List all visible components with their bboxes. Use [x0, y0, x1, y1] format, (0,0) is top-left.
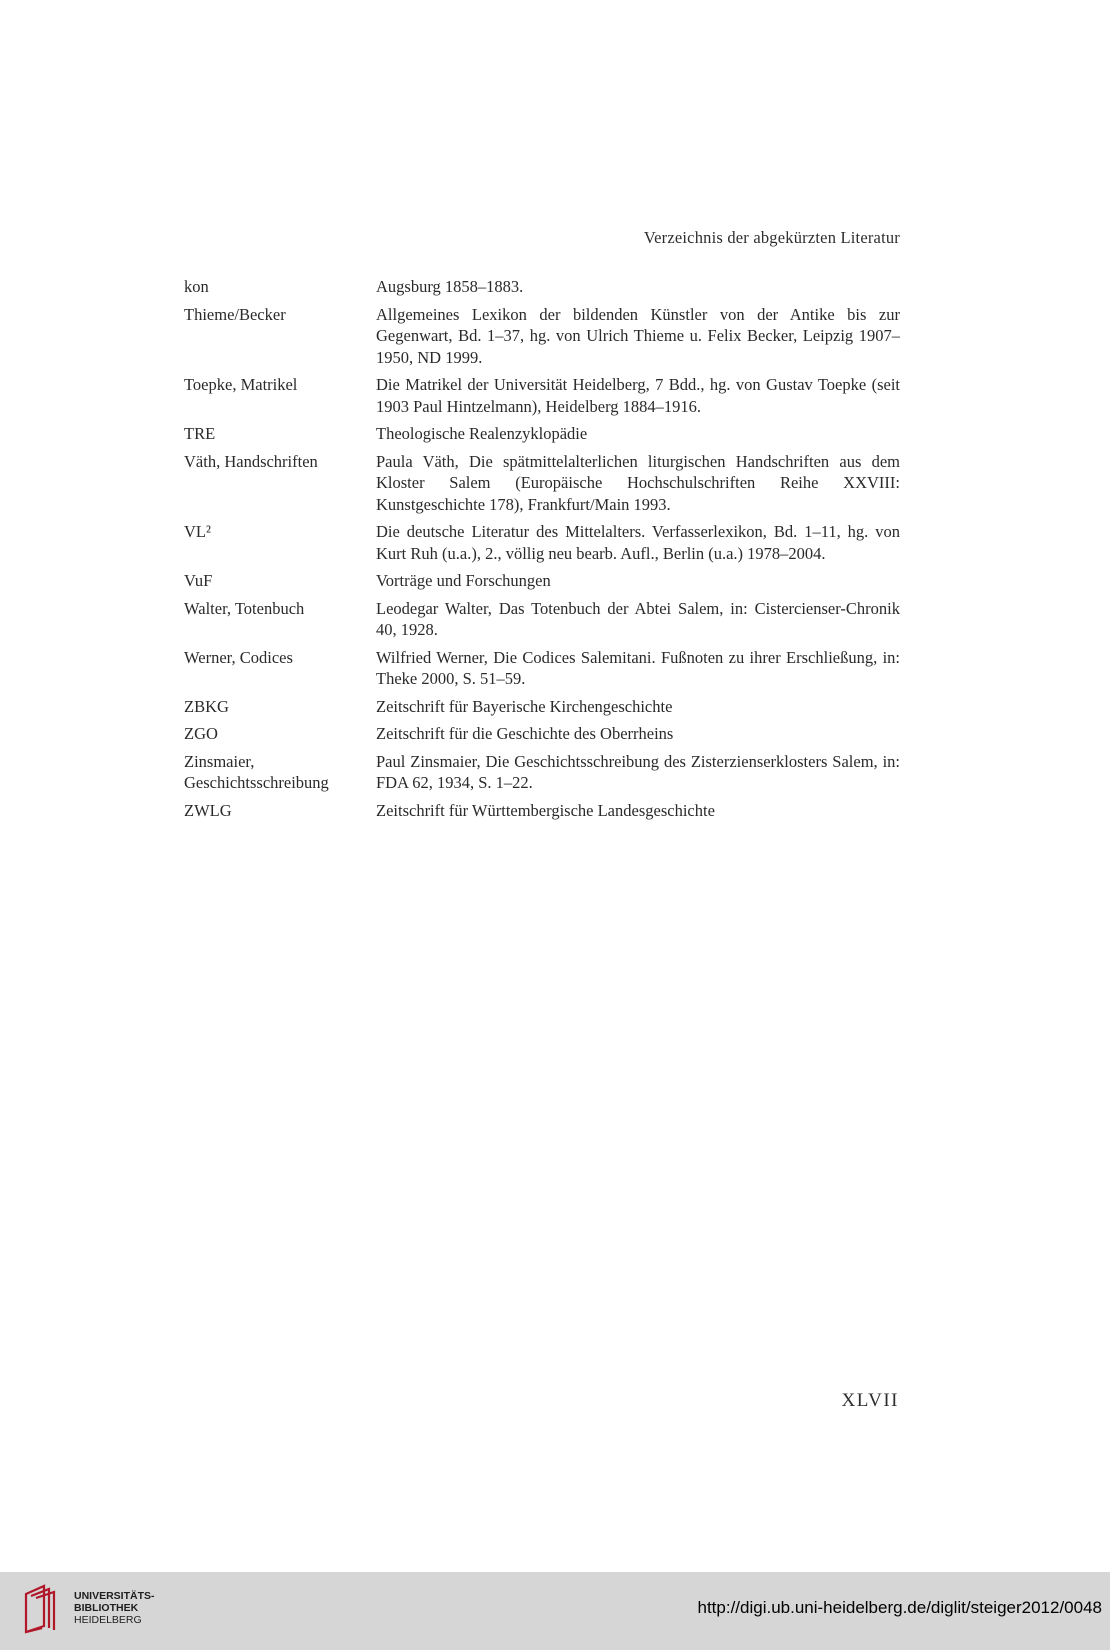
list-item	[184, 423, 900, 445]
entry-abbreviation: kon	[184, 277, 209, 296]
entry-abbreviation: VuF	[184, 571, 213, 590]
logo-line-1: UNIVERSITÄTS-	[74, 1590, 155, 1602]
entry-abbreviation: VL²	[184, 522, 211, 541]
entry-reference: Vorträge und Forschungen	[376, 571, 551, 590]
list-item	[184, 570, 900, 592]
entry-reference: Zeitschrift für die Geschichte des Oberrheins	[376, 724, 674, 743]
entry-abbreviation: Thieme/Becker	[184, 304, 286, 324]
entry-abbreviation: Väth, Handschriften	[184, 451, 318, 471]
list-item	[184, 598, 900, 641]
entry-reference: Zeitschrift für Bayerische Kirchengeschichte	[376, 696, 673, 716]
list-item	[184, 751, 900, 794]
entry-reference: Allgemeines Lexikon der bildenden Künstler von der Antike bis zur Gegenwart, Bd. 1–37, hg. von Ulrich Thieme u. Felix Becker, Leipzig 1907–1950, ND 1999.	[376, 304, 900, 367]
permalink-url[interactable]: http://digi.ub.uni-heidelberg.de/diglit/steiger2012/0048	[697, 1598, 1102, 1617]
entry-abbreviation: ZWLG	[184, 800, 232, 820]
entry-reference: Augsburg 1858–1883.	[376, 277, 524, 296]
entry-abbreviation: Werner, Codices	[184, 647, 293, 667]
entry-abbreviation: Toepke, Matrikel	[184, 375, 298, 394]
entry-abbreviation: TRE	[184, 424, 216, 443]
entry-reference: Theologische Realenzyklopädie	[376, 424, 588, 443]
list-item	[184, 304, 900, 369]
abbreviation-list	[184, 276, 900, 827]
list-item	[184, 374, 900, 417]
running-title: Verzeichnis der abgekürzten Literatur	[643, 228, 900, 247]
logo-line-2: BIBLIOTHEK	[74, 1602, 139, 1614]
entry-abbreviation: Zinsmaier, Geschichtsschreibung	[184, 751, 329, 792]
entry-reference: Paul Zinsmaier, Die Geschichtsschreibung des Zisterzienserklosters Salem, in: FDA 62, 1934, S. 1–22.	[376, 751, 900, 792]
entry-reference: Wilfried Werner, Die Codices Salemitani. Fußnoten zu ihrer Erschließung, in: Theke 2000, S. 51–59.	[376, 647, 900, 688]
library-logo[interactable]	[22, 1582, 155, 1634]
list-item	[184, 800, 900, 822]
entry-abbreviation: ZGO	[184, 724, 218, 743]
logo-line-3: HEIDELBERG	[74, 1614, 142, 1626]
list-item	[184, 647, 900, 690]
list-item	[184, 276, 900, 298]
entry-reference: Zeitschrift für Württembergische Landesgeschichte	[376, 800, 715, 820]
library-logo-icon	[22, 1582, 62, 1634]
entry-abbreviation: ZBKG	[184, 696, 229, 716]
list-item	[184, 451, 900, 516]
list-item	[184, 696, 900, 718]
entry-reference: Paula Väth, Die spätmittelalterlichen liturgischen Handschriften aus dem Kloster Salem (Europäische Hochschulschriften Reihe XXVIII: Kunstgeschichte 178), Frankfurt/Main 1993.	[376, 451, 900, 514]
entry-reference: Leodegar Walter, Das Totenbuch der Abtei Salem, in: Cistercienser-Chronik 40, 1928.	[376, 598, 900, 639]
entry-reference: Die deutsche Literatur des Mittelalters. Verfasserlexikon, Bd. 1–11, hg. von Kurt Ruh (u.a.), 2., völlig neu bearb. Aufl., Berlin (u.a.) 1978–2004.	[376, 522, 900, 563]
list-item	[184, 521, 900, 564]
viewer-footer	[0, 1572, 1110, 1650]
page-number: XLVII	[841, 1390, 899, 1411]
list-item	[184, 723, 900, 745]
entry-reference: Die Matrikel der Universität Heidelberg, 7 Bdd., hg. von Gustav Toepke (seit 1903 Paul Hintzelmann), Heidelberg 1884–1916.	[376, 375, 900, 416]
entry-abbreviation: Walter, Totenbuch	[184, 598, 305, 618]
